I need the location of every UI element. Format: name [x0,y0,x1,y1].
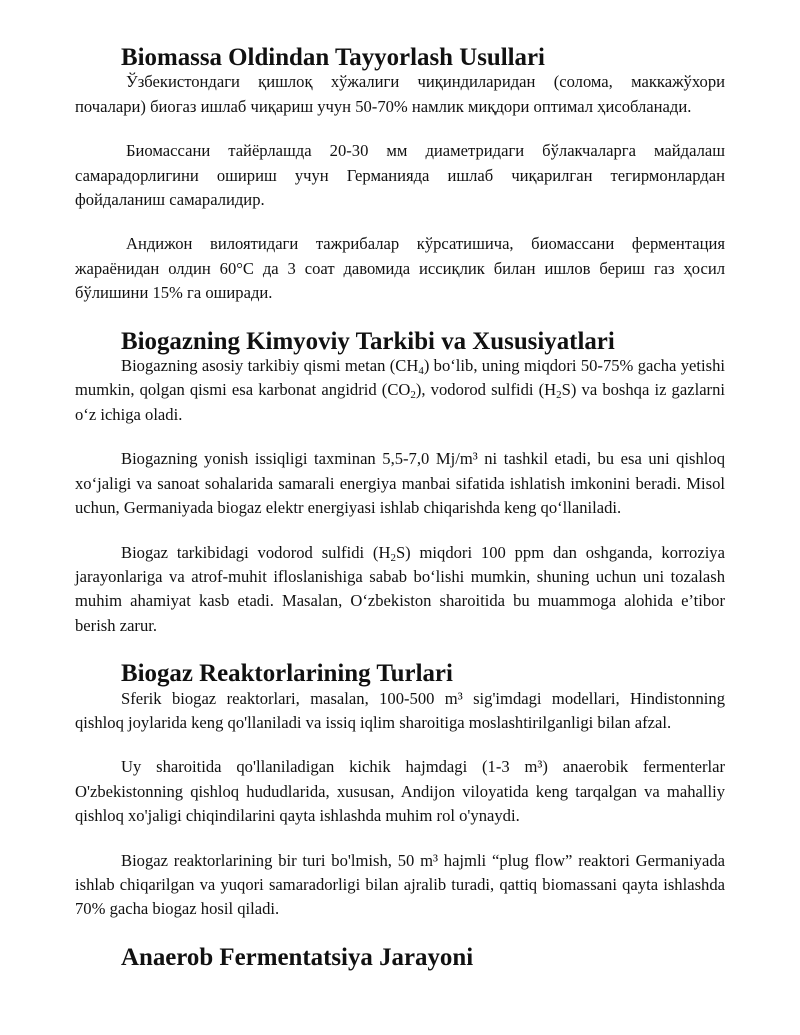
document-page [75,46,725,970]
paragraph: Biogaz reaktorlarining bir turi bo'lmish, 50 m³ hajmli “plug flow” reaktori Germaniyada ishlab chiqarilgan va yuqori samaradorligi bilan ajralib turadi, qattiq biomassani qayta ishlashda 70% gacha biogaz hosil qiladi. [75,850,725,919]
paragraph: Biogazning asosiy tarkibiy qismi metan $(CH_4)$ bo‘lib, uning miqdori 50-75% gacha yetishi mumkin, qolgan qismi esa karbonat angidrid $(CO_2)$, vodorod sulfidi $(H_2S)$ va boshqa iz gazlarni o‘z ichiga oladi. [75,356,725,424]
section-heading: Biogazning Kimyoviy Tarkibi va Xususiyatlari [121,327,615,355]
paragraph: Биомассани тайёрлашда 20-30 мм диаметридаги бўлакчаларга майдалаш самарадорлигини ошириш учун Германияда ишлаб чиқарилган тегирмонлардан фойдаланиш самаралидир. [75,141,725,210]
section-heading: Anaerob Fermentatsiya Jarayoni [121,943,474,971]
paragraph: Андижон вилоятидаги тажрибалар кўрсатишича, биомассани ферментация жараёнидан олдин 60°C да 3 соат давомида иссиқлик билан ишлов бериш газ ҳосил бўлишини 15% га оширади. [75,234,725,303]
paragraph: Uy sharoitida qo'llaniladigan kichik hajmdagi (1-3 m³) anaerobik fermenterlar O'zbekistonning qishloq hududlarida, xususan, Andijon viloyatida keng tarqalgan va mahalliy qishloq xo'jaligi chiqindilarini qayta ishlashda muhim rol o'ynaydi. [75,757,725,826]
paragraph: Ўзбекистондаги қишлоқ хўжалиги чиқиндиларидан (солома, маккажўхори почалари) биогаз ишлаб чиқариш учун 50-70% намлик миқдори оптимал ҳисобланади. [75,72,725,116]
paragraph: Sferik biogaz reaktorlari, masalan, 100-500 m³ sig'imdagi modellari, Hindistonning qishloq joylarida keng qo'llaniladi va issiq iqlim sharoitiga moslashtirilganligi bilan afzal. [75,688,725,732]
section-heading: Biogaz Reaktorlarining Turlari [121,660,453,688]
paragraph: Biogazning yonish issiqligi taxminan 5,5-7,0 Mj/m³ ni tashkil etadi, bu esa uni qishloq xo‘jaligi va sanoat sohalarida samarali energiya manbai sifatida ishlatish imkonini beradi. Misol uchun, Germaniyada biogaz elektr energiyasi ishlab chiqarishda keng qo‘llaniladi. [75,449,725,518]
paragraph: Biogaz tarkibidagi vodorod sulfidi $(H_2S)$ miqdori 100 ppm dan oshganda, korroziya jarayonlariga va atrof-muhit ifloslanishiga sabab bo‘lishi mumkin, shuning uchun uni tozalash muhim ahamiyat kasb etadi. Masalan, O‘zbekiston sharoitida bu muammoga alohida e’tibor berish zarur. [75,542,725,635]
section-heading: Biomassa Oldindan Tayyorlash Usullari [121,44,545,71]
